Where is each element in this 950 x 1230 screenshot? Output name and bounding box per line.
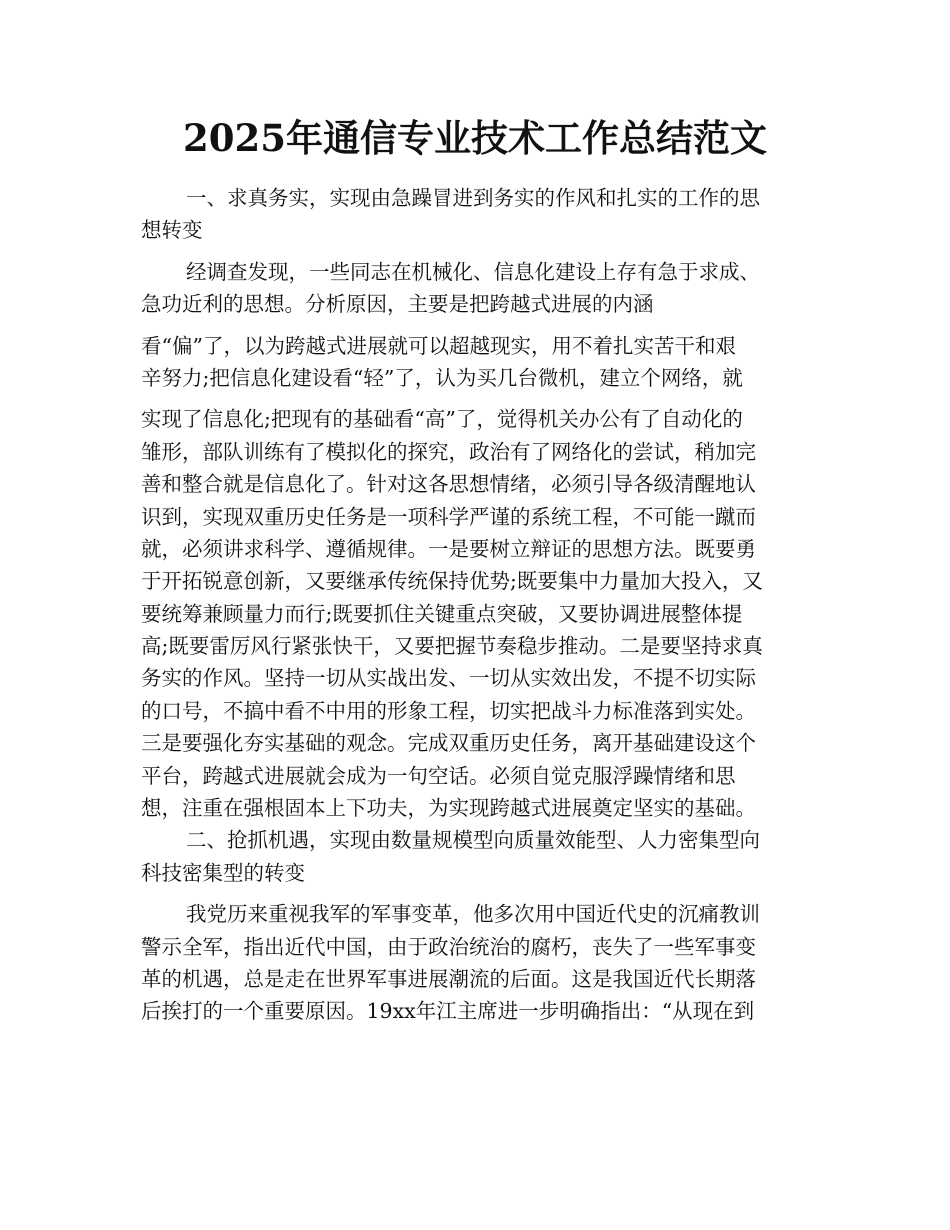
paragraph-line: 辛努力;把信息化建设看“轻”了，认为买几台微机，建立个网络，就 xyxy=(141,365,743,390)
paragraph-line: 善和整合就是信息化了。针对这各思想情绪，必须引导各级清醒地认 xyxy=(141,472,756,497)
document-title: 2025年通信专业技术工作总结范文 xyxy=(183,116,767,160)
section-heading: 一、求真务实，实现由急躁冒进到务实的作风和扎实的工作的思 xyxy=(186,186,760,210)
paragraph-line: 后挨打的一个重要原因。19xx年江主席进一步明确指出：“从现在到 xyxy=(141,999,755,1024)
paragraph-line: 三是要强化夯实基础的观念。完成双重历史任务，离开基础建设这个 xyxy=(141,731,756,756)
paragraph-line: 急功近利的思想。分析原因，主要是把跨越式进展的内涵 xyxy=(141,292,654,317)
section-heading-continued: 想转变 xyxy=(141,218,203,243)
paragraph-line: 于开拓锐意创新，又要继承传统保持优势;既要集中力量加大投入，又 xyxy=(141,569,763,594)
paragraph-line: 就，必须讲求科学、遵循规律。一是要树立辩证的思想方法。既要勇 xyxy=(141,536,756,561)
paragraph-line: 务实的作风。坚持一切从实战出发、一切从实效出发，不提不切实际 xyxy=(141,666,756,691)
paragraph-line: 要统筹兼顾量力而行;既要抓住关键重点突破，又要协调进展整体提 xyxy=(141,601,743,626)
paragraph-line: 平台，跨越式进展就会成为一句空话。必须自觉克服浮躁情绪和思 xyxy=(141,763,736,788)
section-heading: 二、抢抓机遇，实现由数量规模型向质量效能型、人力密集型向 xyxy=(186,828,760,853)
paragraph-line: 雏形，部队训练有了模拟化的探究，政治有了网络化的尝试，稍加完 xyxy=(141,439,756,464)
paragraph-line: 的口号，不搞中看不中用的形象工程，切实把战斗力标准落到实处。 xyxy=(141,698,756,723)
paragraph-line: 实现了信息化;把现有的基础看“高”了，觉得机关办公有了自动化的 xyxy=(141,407,743,432)
paragraph-line: 高;既要雷厉风行紧张快干，又要把握节奏稳步推动。二是要坚持求真 xyxy=(141,634,763,659)
paragraph-line: 经调查发现，一些同志在机械化、信息化建设上存有急于求成、 xyxy=(186,259,760,284)
paragraph-line: 警示全军，指出近代中国，由于政治统治的腐朽，丧失了一些军事变 xyxy=(141,934,756,959)
document-body xyxy=(141,182,809,1028)
paragraph-line: 识到，实现双重历史任务是一项科学严谨的系统工程，不可能一蹴而 xyxy=(141,504,756,529)
paragraph-line: 想，注重在强根固本上下功夫，为实现跨越式进展奠定坚实的基础。 xyxy=(141,796,756,821)
paragraph-line: 革的机遇，总是走在世界军事进展潮流的后面。这是我国近代长期落 xyxy=(141,966,756,991)
paragraph-line: 我党历来重视我军的军事变革，他多次用中国近代史的沉痛教训 xyxy=(186,902,760,927)
section-heading-continued: 科技密集型的转变 xyxy=(141,860,305,885)
paragraph-line: 看“偏”了，以为跨越式进展就可以超越现实，用不着扎实苦干和艰 xyxy=(141,333,736,358)
